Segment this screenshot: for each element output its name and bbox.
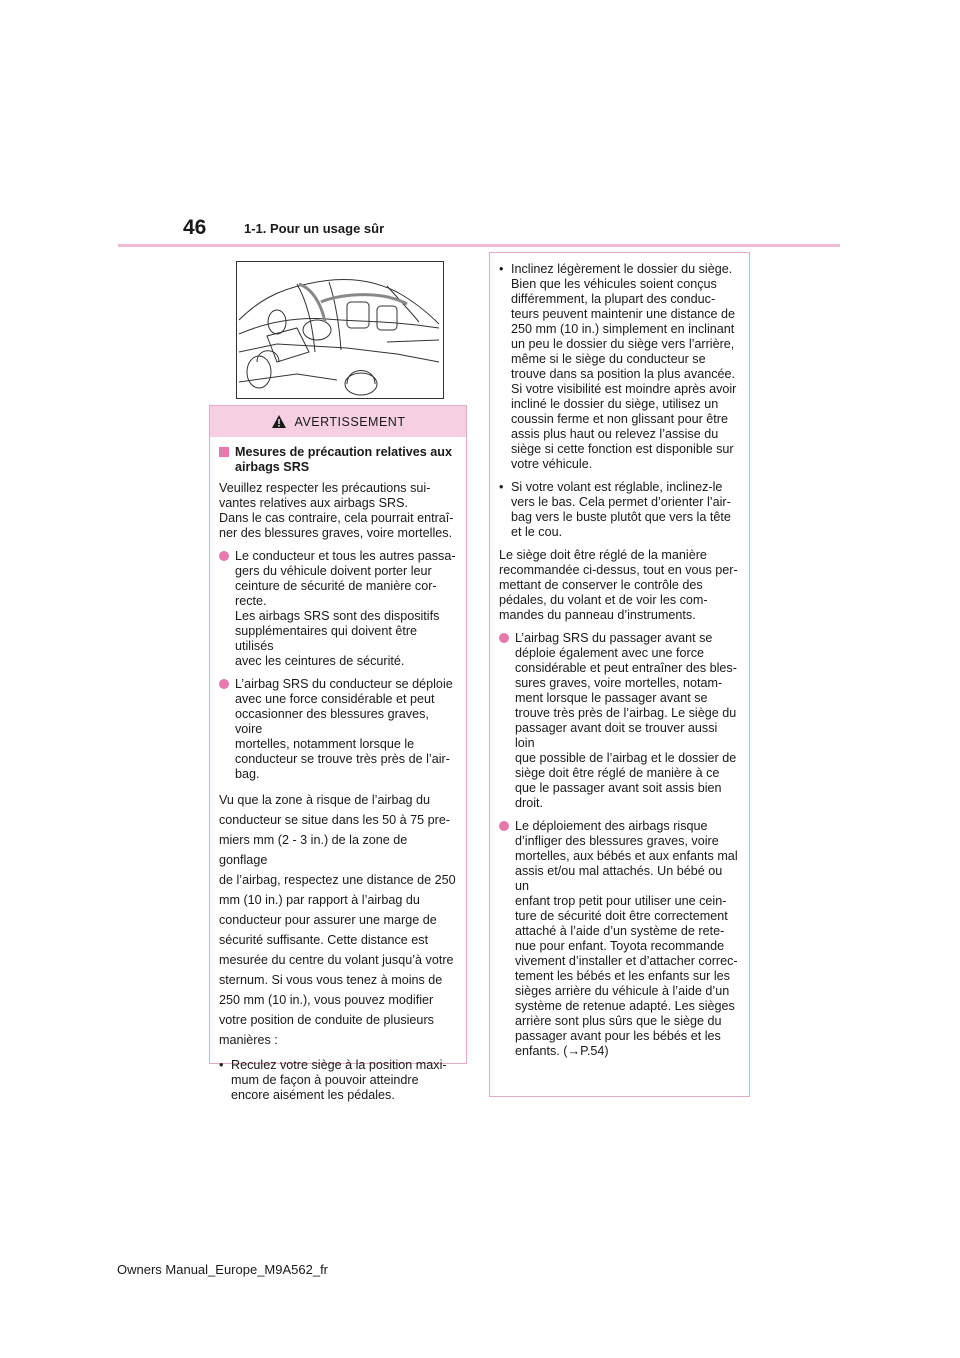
header-rule (118, 244, 840, 247)
bullet-dot: • (499, 480, 504, 494)
page-reference-link[interactable]: P.54) (580, 1044, 609, 1058)
warning-bullet-1 (219, 1058, 458, 1103)
warning-box (209, 405, 467, 1102)
warning-item-2 (219, 677, 458, 782)
right-bullet-2-text: Si votre volant est réglable, inclinez-le vers le bas. Cela permet d’orienter l’air- bag vers le buste plutôt que vers la tête et le cou. (511, 480, 731, 539)
page-number: 46 (183, 216, 207, 239)
footer-text: Owners Manual_Europe_M9A562_fr (117, 1262, 329, 1277)
circle-bullet-icon (219, 551, 229, 561)
right-item-1-text: L’airbag SRS du passager avant se déploie également avec une force considérable et peut entraîner des bles- sures graves, voire mortelles, notam- ment lorsque le passager avant se trouve très près de l’airbag. Le siège du passager avant doit se trouver aussi loin que possible de l’airbag et le dossier de siège doit être réglé de manière à ce que le passager avant soit assis bien droit. (515, 631, 737, 810)
warning-title: AVERTISSEMENT (294, 414, 406, 429)
right-item-2-text: Le déploiement des airbags risque d’infliger des blessures graves, voire mortelles, aux bébés et aux enfants mal assis et/ou mal attachés. Un bébé ou un enfant trop petit pour utiliser une cein- ture de sécurité doit être correctement attaché à l’aide d’un système de rete- nue pour enfant. Toyota recommande vivement d’installer et d’attacher correc- tement les bébés et les enfants sur les sièges arrière du véhicule à l’aide d’un système de retenue adapté. Les sièges arrière sont plus sûrs que le siège du passager avant pour les bébés et les enfants. ( (515, 819, 738, 1058)
section-title: 1-1. Pour un usage sûr (244, 221, 385, 236)
right-item-2-content (515, 819, 739, 1059)
bullet-dot: • (499, 262, 504, 276)
warning-heading-text: Mesures de précaution relatives aux airbags SRS (235, 445, 452, 474)
warning-item-2-text: L’airbag SRS du conducteur se déploie avec une force considérable et peut occasionner des blessures graves, voire mortelles, notamment lorsque le conducteur se trouve très près de l’air- bag. (235, 677, 453, 781)
warning-item-1-text: Le conducteur et tous les autres passa- gers du véhicule doivent porter leur ceinture de sécurité de manière cor- recte. Les airbags SRS sont des dispositifs supplémentaires qui doivent être utilisés avec les ceintures de sécurité. (235, 549, 456, 668)
warning-header (210, 406, 466, 437)
warning-paragraph: Vu que la zone à risque de l’airbag du conducteur se situe dans les 50 à 75 pre- miers mm (2 - 3 in.) de la zone de gonflage de l’airbag, respectez une distance de 250 mm (10 in.) par rapport à l’airbag du conducteur pour assurer une marge de sécurité suffisante. Cette distance est mesurée du centre du volant jusqu’à votre sternum. Si vous vous tenez à moins de 250 mm (10 in.), vous pouvez modifier votre position de conduite de plusieurs manières : (219, 793, 456, 1047)
right-item-1 (499, 631, 739, 811)
right-item-2 (499, 819, 739, 1059)
warning-item-1 (219, 549, 458, 669)
right-paragraph: Le siège doit être réglé de la manière recommandée ci-dessus, tout en vous per- mettant de conserver le contrôle des pédales, du volant et de voir les com- mandes du panneau d’instruments. (499, 548, 738, 622)
right-bullet-2 (499, 480, 739, 540)
square-bullet-icon (219, 447, 229, 457)
continued-warning-box (489, 252, 750, 1097)
circle-bullet-icon (499, 633, 509, 643)
warning-triangle-icon (271, 414, 287, 429)
right-bullet-1-text: Inclinez légèrement le dossier du siège. Bien que les véhicules soient conçus différemment, la plupart des conduc- teurs peuvent maintenir une distance de 250 mm (10 in.) simplement en inclinant un peu le dossier du siège vers l’arrière, même si le siège du conducteur se trouve dans sa position la plus avancée. Si votre visibilité est moindre après avoir incliné le dossier du siège, utilisez un coussin ferme et non glissant pour être assis plus haut ou relevez l’assise du siège si cette fonction est disponible sur votre véhicule. (511, 262, 737, 471)
warning-bullet-1-text: Reculez votre siège à la position maxi- mum de façon à pouvoir atteindre encore aisément les pédales. (231, 1058, 447, 1102)
warning-intro: Veuillez respecter les précautions sui- vantes relatives aux airbags SRS. Dans le cas contraire, cela pourrait entraî- ner des blessures graves, voire mortelles. (219, 481, 454, 540)
car-interior-illustration (236, 261, 444, 399)
warning-heading (219, 445, 458, 475)
circle-bullet-icon (499, 821, 509, 831)
right-bullet-1 (499, 262, 739, 472)
arrow-right-icon: → (567, 1044, 581, 1058)
car-interior-airbag-icon (237, 262, 441, 396)
bullet-dot: • (219, 1058, 224, 1072)
circle-bullet-icon (219, 679, 229, 689)
